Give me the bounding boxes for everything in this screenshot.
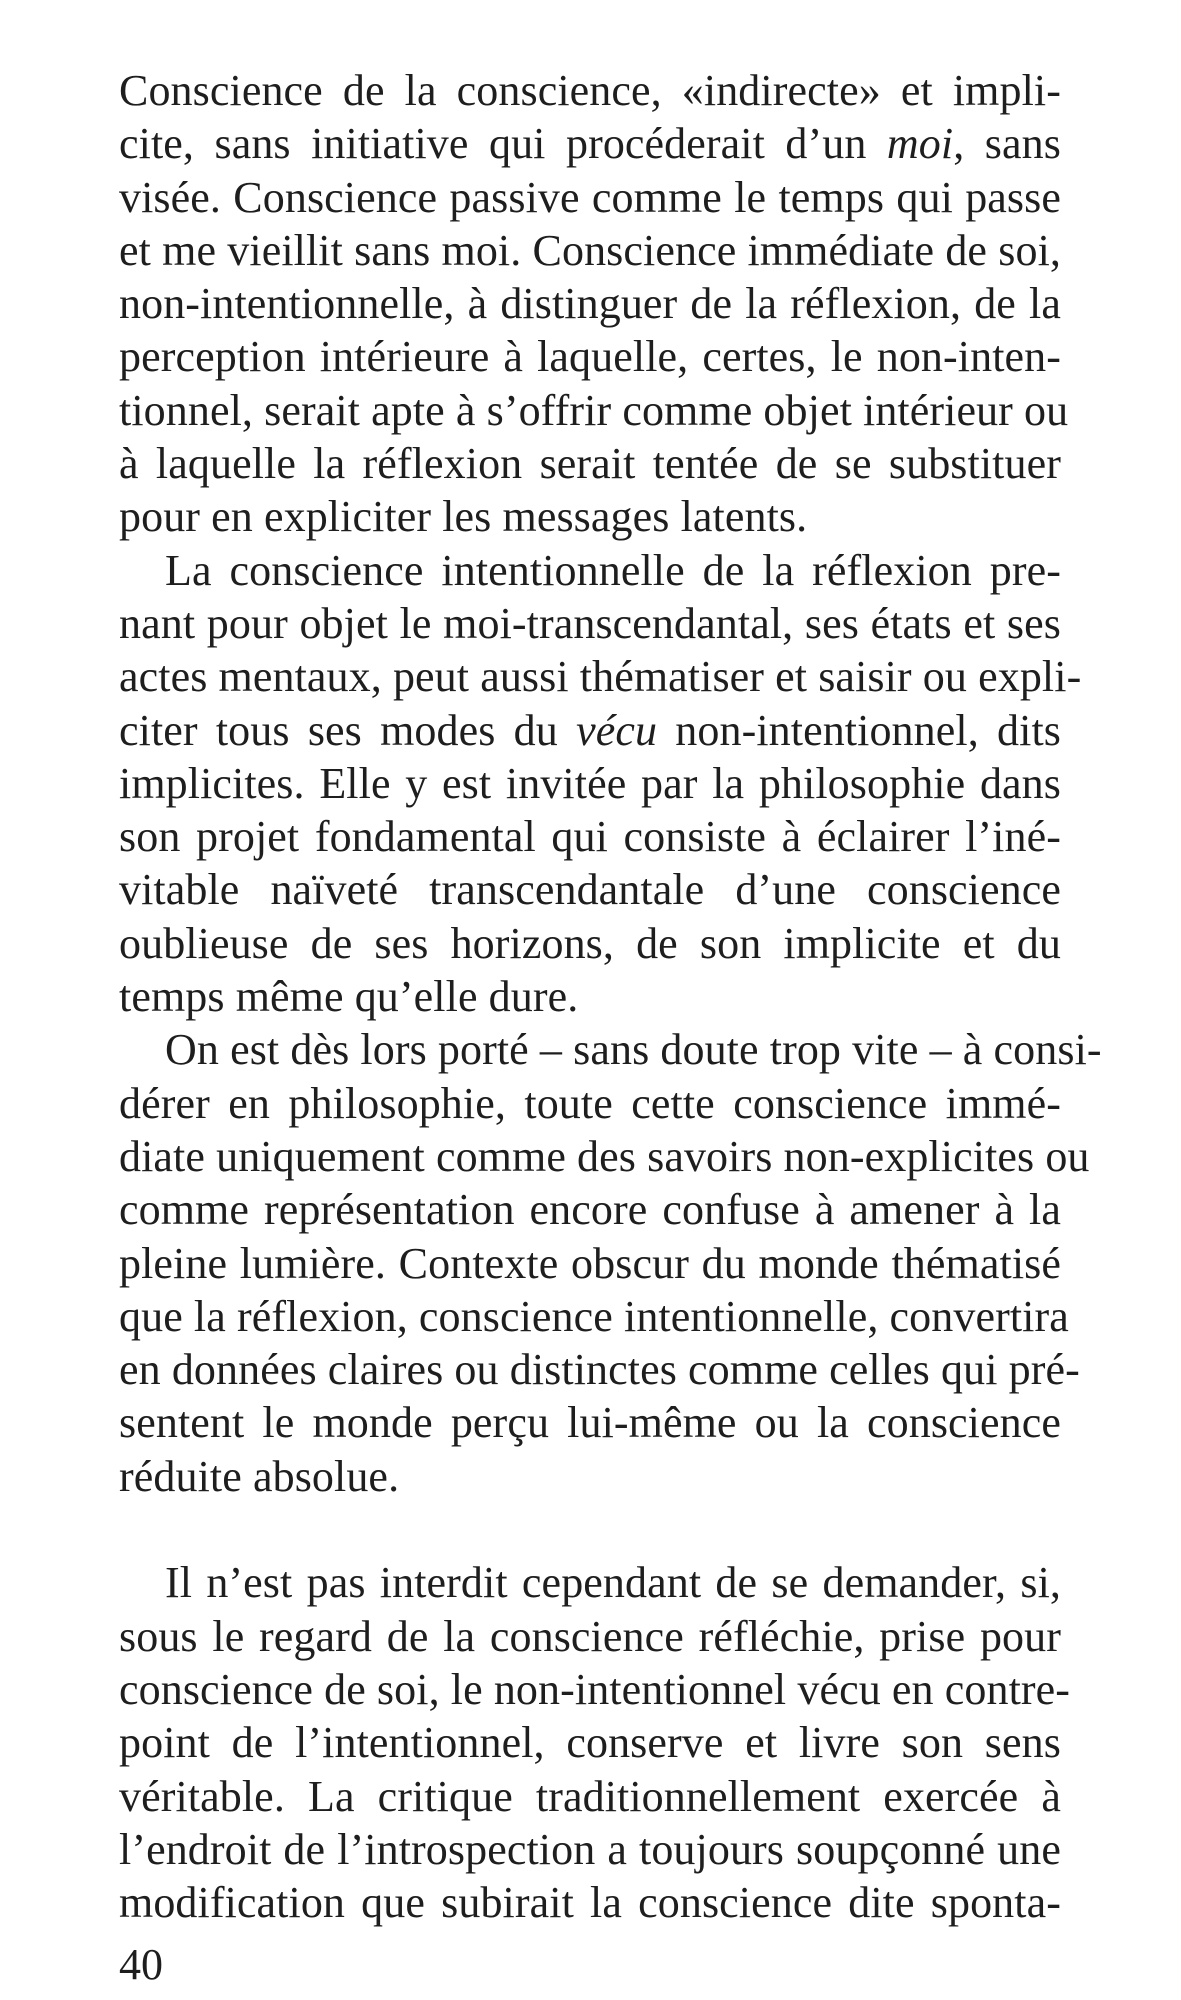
text-line: Il n’est pas interdit cependant de se demander, si,	[165, 1558, 1061, 1608]
text-line: implicites. Elle y est invitée par la philosophie dans	[119, 758, 1061, 808]
text-line: sous le regard de la conscience réfléchie, prise pour	[119, 1611, 1061, 1661]
paragraph	[119, 1556, 1071, 1929]
text-line: en données claires ou distinctes comme celles qui pré-	[119, 1345, 1080, 1395]
text-line: et me vieillit sans moi. Conscience immédiate de soi,	[119, 225, 1061, 275]
text-line: cite, sans initiative qui procéderait d’un moi, sans	[119, 119, 1061, 169]
text-line: sentent le monde perçu lui-même ou la conscience	[119, 1398, 1061, 1448]
text-line: pleine lumière. Contexte obscur du monde thématisé	[119, 1238, 1061, 1288]
italic-word: moi	[886, 119, 954, 169]
text-line: réduite absolue.	[119, 1451, 400, 1501]
text-line: visée. Conscience passive comme le temps qui passe	[119, 172, 1061, 222]
text-line: tionnel, serait apte à s’offrir comme objet intérieur ou	[119, 385, 1069, 435]
text-line: l’endroit de l’introspection a toujours soupçonné une	[119, 1824, 1061, 1874]
body-text	[119, 64, 1102, 1929]
text-line: citer tous ses modes du vécu non-intentionnel, dits	[119, 705, 1061, 755]
text-line: actes mentaux, peut aussi thématiser et saisir ou expli-	[119, 652, 1082, 702]
text-line: comme représentation encore confuse à amener à la	[119, 1185, 1061, 1235]
paragraph	[119, 544, 1082, 1024]
text-line: On est dès lors porté – sans doute trop vite – à consi-	[165, 1025, 1102, 1075]
text-line: La conscience intentionnelle de la réflexion pre-	[165, 545, 1061, 595]
text-line: à laquelle la réflexion serait tentée de se substituer	[119, 439, 1061, 489]
text-line: temps même qu’elle dure.	[119, 972, 579, 1022]
text-line: son projet fondamental qui consiste à éclairer l’iné-	[119, 812, 1061, 862]
text-line: véritable. La critique traditionnellement exercée à	[119, 1771, 1061, 1821]
text-line: vitable naïveté transcendantale d’une conscience	[119, 865, 1061, 915]
paragraph	[119, 64, 1069, 544]
text-line: point de l’intentionnel, conserve et livre son sens	[119, 1718, 1061, 1768]
text-line: perception intérieure à laquelle, certes, le non-inten-	[119, 332, 1061, 382]
section-break	[119, 1503, 1061, 1556]
text-line: diate uniquement comme des savoirs non-explicites ou	[119, 1131, 1090, 1181]
italic-word: vécu	[576, 705, 658, 755]
page-number: 40	[119, 1940, 163, 1989]
text-line: dérer en philosophie, toute cette conscience immé-	[119, 1078, 1061, 1128]
text-line: conscience de soi, le non-intentionnel vécu en contre-	[119, 1664, 1071, 1714]
text-line: pour en expliciter les messages latents.	[119, 492, 808, 542]
text-line: nant pour objet le moi-transcendantal, ses états et ses	[119, 598, 1061, 648]
text-line: modification que subirait la conscience dite sponta-	[119, 1878, 1061, 1928]
text-line: non-intentionnelle, à distinguer de la réflexion, de la	[119, 279, 1061, 329]
paragraph	[119, 1023, 1102, 1503]
text-line: Conscience de la conscience, «indirecte» et impli-	[119, 66, 1061, 115]
text-line: oublieuse de ses horizons, de son implicite et du	[119, 918, 1061, 968]
text-line: que la réflexion, conscience intentionnelle, convertira	[119, 1291, 1069, 1341]
